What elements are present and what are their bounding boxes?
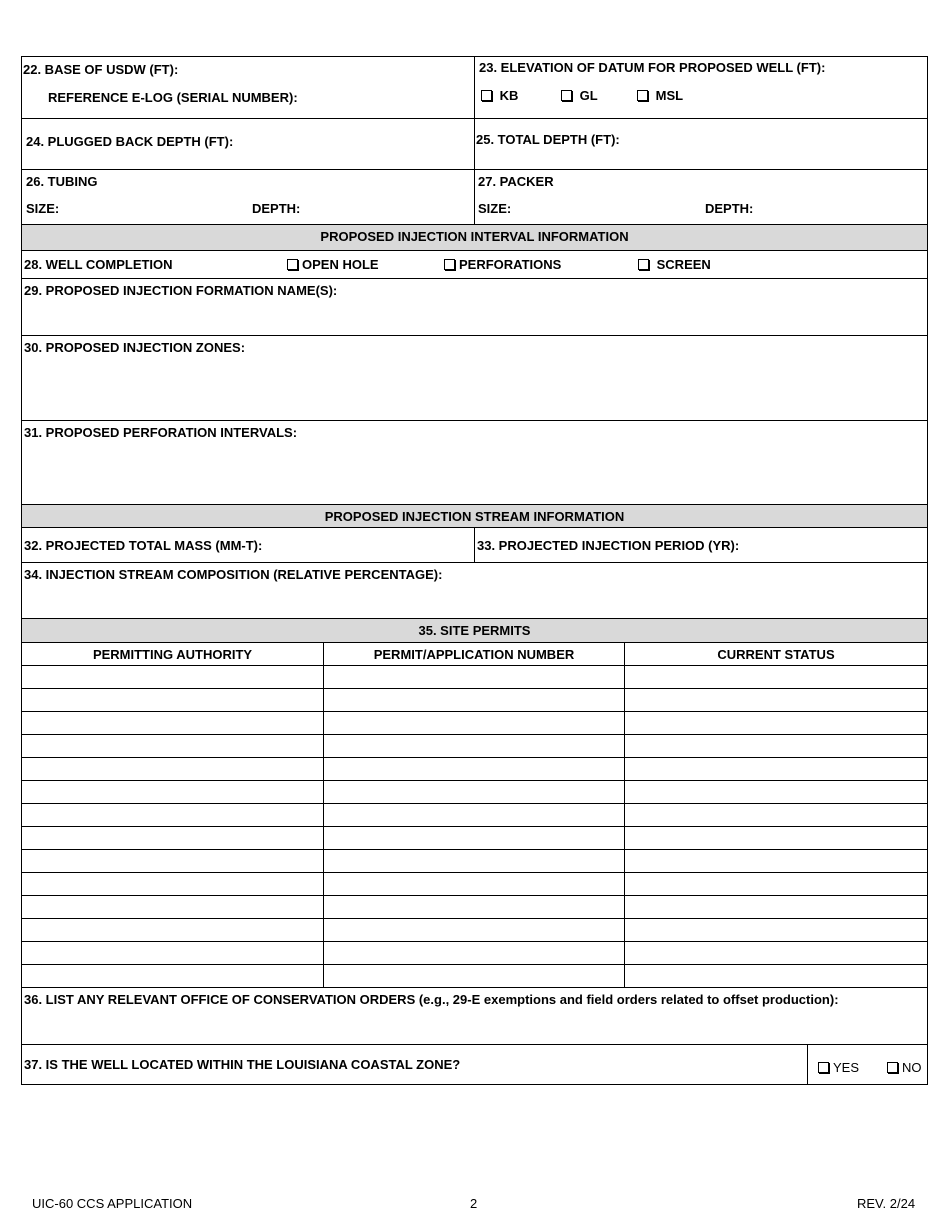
table-cell[interactable]	[22, 804, 324, 827]
field-23-label: 23. ELEVATION OF DATUM FOR PROPOSED WELL (FT):	[479, 60, 826, 75]
column-header-status: CURRENT STATUS	[625, 643, 927, 666]
column-header-permit-number: PERMIT/APPLICATION NUMBER	[324, 643, 625, 666]
table-cell[interactable]	[324, 827, 625, 850]
checkbox-icon	[444, 259, 455, 270]
checkbox-kb[interactable]: KB	[481, 88, 518, 103]
table-cell[interactable]	[625, 919, 927, 942]
table-cell[interactable]	[324, 942, 625, 965]
checkbox-gl[interactable]: GL	[561, 88, 598, 103]
footer-revision: REV. 2/24	[857, 1196, 916, 1211]
checkbox-icon	[638, 259, 649, 270]
checkbox-msl[interactable]: MSL	[637, 88, 683, 103]
table-cell[interactable]	[22, 850, 324, 873]
field-27-label: 27. PACKER	[478, 174, 554, 189]
table-cell[interactable]	[324, 919, 625, 942]
table-cell[interactable]	[625, 942, 927, 965]
packer-depth-label: DEPTH:	[705, 201, 754, 216]
checkbox-open-hole[interactable]: OPEN HOLE	[287, 257, 379, 272]
table-cell[interactable]	[625, 758, 927, 781]
table-cell[interactable]	[625, 735, 927, 758]
table-cell[interactable]	[324, 781, 625, 804]
row-formation-names[interactable]	[21, 279, 928, 336]
field-28-label: 28. WELL COMPLETION	[24, 257, 173, 272]
row-perforation-intervals[interactable]	[21, 421, 928, 505]
table-cell[interactable]	[22, 919, 324, 942]
column-divider	[807, 1045, 808, 1084]
field-32-label: 32. PROJECTED TOTAL MASS (MM-T):	[24, 538, 263, 553]
packer-size-label: SIZE:	[478, 201, 512, 216]
row-conservation-orders[interactable]	[21, 988, 928, 1045]
table-cell[interactable]	[625, 712, 927, 735]
table-cell[interactable]	[22, 827, 324, 850]
column-divider	[474, 119, 475, 169]
checkbox-icon	[287, 259, 298, 270]
table-cell[interactable]	[625, 666, 927, 689]
field-22-label: 22. BASE OF USDW (FT):	[23, 62, 179, 77]
table-cell[interactable]	[22, 965, 324, 988]
row-depths	[21, 119, 928, 170]
field-29-label: 29. PROPOSED INJECTION FORMATION NAME(S):	[24, 283, 338, 298]
tubing-size-label: SIZE:	[26, 201, 60, 216]
table-cell[interactable]	[324, 804, 625, 827]
row-injection-zones[interactable]	[21, 336, 928, 421]
column-header-authority: PERMITTING AUTHORITY	[22, 643, 324, 666]
section-header-stream: PROPOSED INJECTION STREAM INFORMATION	[21, 505, 928, 528]
section-header-interval: PROPOSED INJECTION INTERVAL INFORMATION	[21, 225, 928, 251]
table-cell[interactable]	[324, 689, 625, 712]
row-usdw-elevation	[21, 56, 928, 119]
table-cell[interactable]	[22, 781, 324, 804]
field-34-label: 34. INJECTION STREAM COMPOSITION (RELATIVE PERCENTAGE):	[24, 567, 443, 582]
table-cell[interactable]	[324, 735, 625, 758]
table-cell[interactable]	[324, 896, 625, 919]
table-cell[interactable]	[625, 689, 927, 712]
field-37-label: 37. IS THE WELL LOCATED WITHIN THE LOUISIANA COASTAL ZONE?	[24, 1057, 461, 1072]
field-31-label: 31. PROPOSED PERFORATION INTERVALS:	[24, 425, 298, 440]
row-tubing-packer	[21, 170, 928, 225]
checkbox-icon	[561, 90, 572, 101]
column-divider	[474, 170, 475, 224]
table-cell[interactable]	[22, 942, 324, 965]
checkbox-perforations[interactable]: PERFORATIONS	[444, 257, 561, 272]
field-26-label: 26. TUBING	[26, 174, 98, 189]
row-stream-composition[interactable]	[21, 563, 928, 619]
table-cell[interactable]	[22, 758, 324, 781]
row-coastal-zone	[21, 1045, 928, 1085]
field-33-label: 33. PROJECTED INJECTION PERIOD (YR):	[477, 538, 740, 553]
table-cell[interactable]	[625, 896, 927, 919]
field-22-elog-label: REFERENCE E-LOG (SERIAL NUMBER):	[48, 90, 298, 105]
tubing-depth-label: DEPTH:	[252, 201, 301, 216]
section-header-permits: 35. SITE PERMITS	[21, 619, 928, 643]
footer-form-id: UIC-60 CCS APPLICATION	[32, 1196, 193, 1211]
table-cell[interactable]	[22, 689, 324, 712]
table-cell[interactable]	[625, 804, 927, 827]
permits-table	[21, 643, 928, 988]
checkbox-icon	[637, 90, 648, 101]
table-cell[interactable]	[22, 712, 324, 735]
table-cell[interactable]	[324, 873, 625, 896]
row-well-completion	[21, 251, 928, 279]
footer-page-number: 2	[470, 1196, 478, 1211]
table-cell[interactable]	[324, 758, 625, 781]
field-30-label: 30. PROPOSED INJECTION ZONES:	[24, 340, 246, 355]
field-36-label: 36. LIST ANY RELEVANT OFFICE OF CONSERVATION ORDERS (e.g., 29-E exemptions and field orders related to offset production):	[24, 992, 839, 1007]
checkbox-no[interactable]: NO	[887, 1060, 922, 1075]
table-cell[interactable]	[625, 873, 927, 896]
table-cell[interactable]	[625, 827, 927, 850]
checkbox-screen[interactable]: SCREEN	[638, 257, 711, 272]
column-divider	[474, 528, 475, 562]
table-cell[interactable]	[324, 666, 625, 689]
table-cell[interactable]	[22, 873, 324, 896]
table-cell[interactable]	[22, 896, 324, 919]
field-25-label: 25. TOTAL DEPTH (FT):	[476, 132, 620, 147]
table-cell[interactable]	[22, 666, 324, 689]
table-cell[interactable]	[625, 850, 927, 873]
table-cell[interactable]	[625, 781, 927, 804]
checkbox-icon	[481, 90, 492, 101]
checkbox-yes[interactable]: YES	[818, 1060, 859, 1075]
checkbox-icon	[887, 1062, 898, 1073]
table-cell[interactable]	[324, 850, 625, 873]
field-24-label: 24. PLUGGED BACK DEPTH (FT):	[26, 134, 234, 149]
table-cell[interactable]	[22, 735, 324, 758]
checkbox-icon	[818, 1062, 829, 1073]
column-divider	[474, 57, 475, 118]
application-form	[21, 56, 928, 1085]
row-mass-period	[21, 528, 928, 563]
table-cell[interactable]	[324, 965, 625, 988]
table-cell[interactable]	[324, 712, 625, 735]
table-cell[interactable]	[625, 965, 927, 988]
